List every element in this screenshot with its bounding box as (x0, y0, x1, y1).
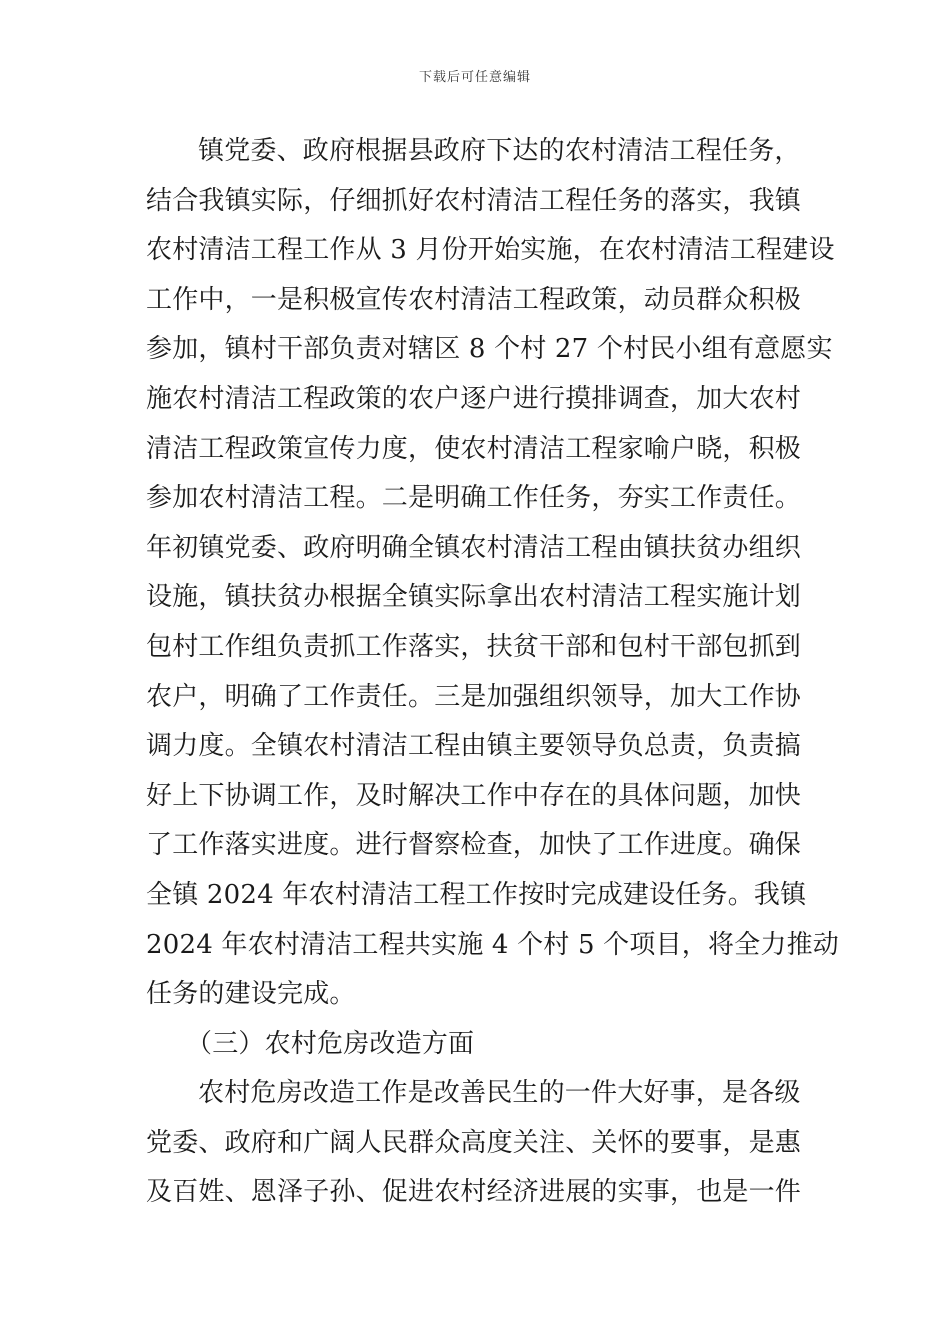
paragraph-line: 工作中，一是积极宣传农村清洁工程政策，动员群众积极 (146, 284, 802, 315)
paragraph-line: 调力度。全镇农村清洁工程由镇主要领导负总责，负责搞 (146, 731, 802, 762)
paragraph-line: 任务的建设完成。 (146, 979, 356, 1010)
paragraph-line: 农村危房改造工作是改善民生的一件大好事，是各级 (198, 1078, 801, 1109)
document-body (146, 127, 839, 1218)
paragraph-line: 2024 年农村清洁工程共实施 4 个村 5 个项目，将全力推动 (146, 929, 839, 960)
paragraph-line: 施农村清洁工程政策的农户逐户进行摸排调查，加大农村 (146, 383, 802, 414)
paragraph-line: 参加农村清洁工程。二是明确工作任务，夯实工作责任。 (146, 483, 802, 514)
paragraph-line: 农户，明确了工作责任。三是加强组织领导，加大工作协 (146, 681, 802, 712)
paragraph-line: 全镇 2024 年农村清洁工程工作按时完成建设任务。我镇 (146, 879, 807, 910)
paragraph-line: 镇党委、政府根据县政府下达的农村清洁工程任务， (198, 136, 801, 166)
section-heading: （三）农村危房改造方面 (186, 1028, 475, 1059)
paragraph-line: 设施，镇扶贫办根据全镇实际拿出农村清洁工程实施计划 (146, 582, 802, 613)
download-note: 下载后可任意编辑 (418, 70, 531, 85)
paragraph-line: 包村工作组负责抓工作落实，扶贫干部和包村干部包抓到 (146, 631, 802, 662)
paragraph-line: 结合我镇实际，仔细抓好农村清洁工程任务的落实，我镇 (146, 185, 802, 216)
paragraph-line: 了工作落实进度。进行督察检查，加快了工作进度。确保 (146, 830, 802, 861)
paragraph-line: 农村清洁工程工作从 3 月份开始实施，在农村清洁工程建设 (146, 235, 835, 266)
paragraph-line: 党委、政府和广阔人民群众高度关注、关怀的要事，是惠 (146, 1127, 802, 1158)
paragraph-line: 及百姓、恩泽子孙、促进农村经济进展的实事，也是一件 (146, 1177, 802, 1208)
paragraph-line: 年初镇党委、政府明确全镇农村清洁工程由镇扶贫办组织 (146, 532, 802, 563)
paragraph-line: 清洁工程政策宣传力度，使农村清洁工程家喻户晓，积极 (146, 433, 802, 464)
paragraph-line: 好上下协调工作，及时解决工作中存在的具体问题，加快 (146, 780, 802, 811)
paragraph-line: 参加，镇村干部负责对辖区 8 个村 27 个村民小组有意愿实 (146, 334, 833, 365)
